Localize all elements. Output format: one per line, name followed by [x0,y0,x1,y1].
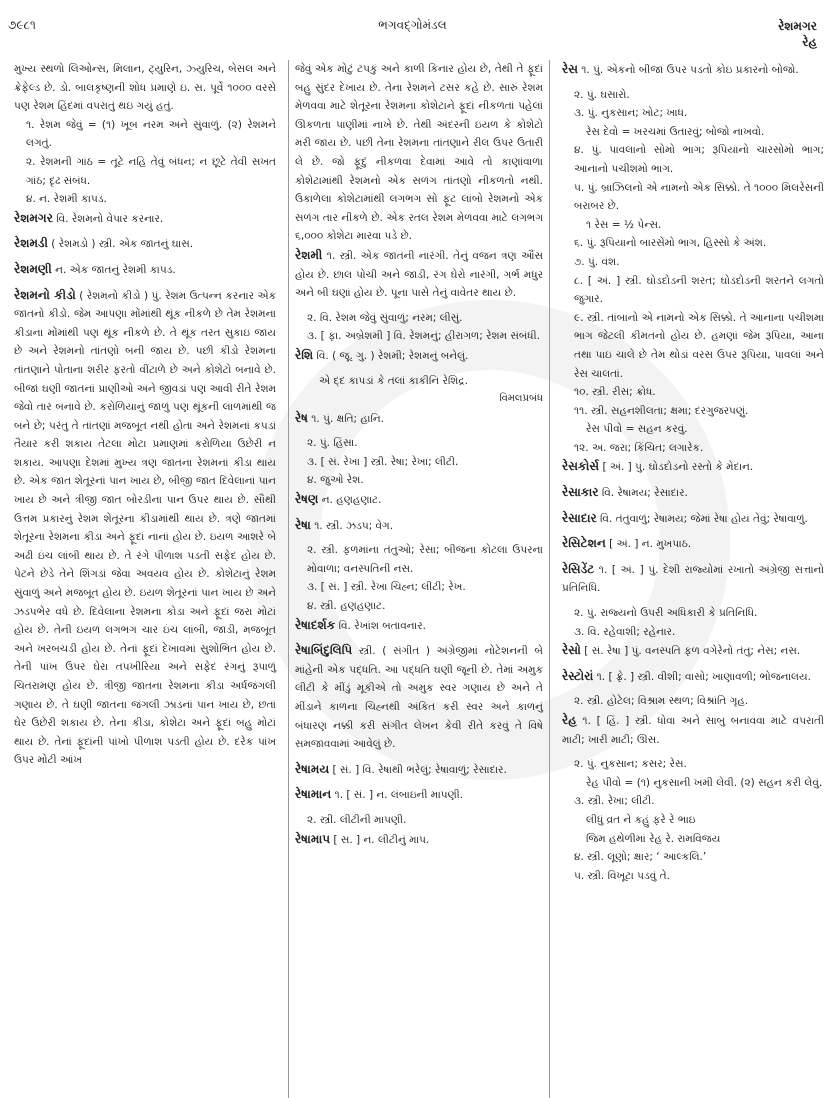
sense-definition: ૩. વિ. રહેવાશી; રહેનાર. [574,625,676,638]
definition-text: ૧. [ અં. ] પું. દેશી રાજ્યોમાં રખાતો અંગ્રેજી સત્તાનો પ્રતિનિધિ. [562,563,824,595]
dictionary-entry [295,246,543,303]
sense-definition: ૧૧. સ્ત્રી. સહનશીલતા; ક્ષમા; દરગુજરપણું. [574,404,749,417]
usage-note: રેસ પીવો = સહન કરવું. [586,423,688,436]
dictionary-entry [295,641,543,754]
definition-text: ૧. પું. ક્ષતિ; હાનિ. [307,412,384,425]
definition-text: વિ. ( જૂ. ગુ. ) રેશમી; રેશમનું બનેલું. [313,349,469,362]
citation-source: વિમલપ્રબંધ [499,393,543,405]
definition-text: સ્ત્રી. ( સંગીત ) અંગ્રેજીમાં નોટેશનની બે માંહેની એક પદ્ધતિ. આ પદ્ધતિ ઘણી જૂની છે. તેમાં અમુક લીટી કે મીંડું મૂકીએ તો અમુક સ્વર ગણાય છે અને તે મીંડાને કાળના ચિહ્નથી અંકિત કરી સ્વર અને કાળનું બંધારણ નક્કી કરી સંગીત લેખન કેવી રીતે કરવું તે વિષે સમજાવવામાં આવેલું છે. [295,645,543,751]
headword: રેષણ [295,492,319,507]
headword: રેસ્ટોરાં [562,668,594,683]
page-title: ભગવદ્ગોમંડલ [378,18,447,32]
usage-note: એ દ્દ કાપડાં કે તલાં કાકીનિ રેશિદ્ર. [319,374,468,387]
usage-note: ૧ રેસ = ½ પેન્સ. [586,218,662,231]
dictionary-entry [295,830,543,850]
dictionary-entry [295,346,543,366]
definition-text: ( રેશમનો કીડો ) પું. રેશમ ઉત્પન્ન કરનાર એક જાતનો કીડો. જેમ આપણા મોંમાંથી થૂંક નીકળે છે તેમ રેશમના કીડાના મોંમાંથી પણ થૂંક નીકળે છે. તે થૂંક તરત સુકાઇ જાય છે અને રેશમનો તાંતણો બની જાય છે. પછી કીડો રેશમના તાંતણાને પોતાના શરીર ફરતો વીંટાળે છે અને કોશેટો બનાવે છે. બીજાં ઘણી જાતનાં પ્રાણીઓ અને જીવડાં પણ આવી રીતે રેશમ જેવો તાર બનાવે છે. કરોળિયાનું જાળું પણ થૂંકની લાળમાંથી જ બને છે; પરંતુ તે તાંતણાં મજબૂત નથી હોતા અને રેશમનાં કપડાં તૈયાર કરી શકાય તેટલા મોટા પ્રમાણમાં કરોળિયા ઉછેરી ન શકાય. આપણા દેશમાં મુખ્ય ત્રણ જાતના રેશમનાં કીડા થાય છે. એક જાત શેતૂરનાં પાન ખાય છે, બીજી જાત દિવેલાનાં પાન ખાય છે અને ત્રીજી જાત બોરડીના પાન ઉપર થાય છે. સૌથી ઉત્તમ પ્રકારનું રેશમ શેતૂરના કીડામાંથી થાય છે. ત્રણે જાતમાં શેતૂરના રેશમના કીડા અને ફૂદાં નાનાં હોય છે. ઇયળ આશરે બે અઢી ઇંચ લાંબી થાય છે. તે રંગે પીળાશ પડતી સફેદ હોય છે. પેટને છેડે તેને શિંગડાં જેવા અવયવ હોય છે. કોશેટાનું રેશમ સુંવાળું અને મજબૂત હોય છે. ઇયળ શેતૂરનાં પાન ખાય છે અને ઝડપભેર વધે છે. દિવેલાના રેશમના કોડા અને ફૂદાં જરા મોટાં હોય છે. તેની ઇયળ લગભગ ચાર ઇંચ લાંબી, જાડી, મજબૂત અને ખરબચડી હોય છે. તેનાં ફૂદાં દેખાવમાં સુશોભિત હોય છે. તેની પાંખ ઉપર ઘેરા તપખીરિયા અને સફેદ રંગનું રૂપાળું ચિતરામણ હોય છે. ત્રીજી જાતના રેશમના કીડા અર્ધજંગલી ગણાય છે. તે ઘણી જાતના જંગલી ઝાડનાં પાન ખાય છે, છતાં ઘેર ઉછેરી શકાય છે. તેના કીડા, કોશેટા અને ફૂદાં બહુ મોટાં થાય છે. તેનાં ફૂદાંની પાંખો પીળાશ પડતી હોય છે. દરેક પાંખ ઉપર મોટી આંખ [14,289,276,767]
headword: રેશમગર [14,210,53,225]
sense-definition: ૪. જુઓ રેશ. [307,474,364,487]
dictionary-entry [562,667,824,687]
sense-definition: ૧૦. સ્ત્રી. રીસ; ક્રોધ. [574,386,656,399]
definition-text: [ અં. ] પું. ઘોડદોડનો રસ્તો કે મેદાન. [599,461,754,474]
page-number: ૭૯૮૧ [8,18,36,32]
sense-definition: ૫. સ્ત્રી. વિખૂટા પડવું તે. [574,869,670,882]
dictionary-entry [295,490,543,510]
column-left [14,60,276,1098]
dictionary-entry [562,641,824,661]
headword: રેશમી [295,247,323,262]
definition-text: ૧. [ ફ્રે. ] સ્ત્રી. વીશી; વાસો; ખાણાવળી; ભોજનાલય. [593,670,811,683]
definition-text: [ સ. ] ન. લીટીનું માપ. [330,833,430,846]
dictionary-entry [295,409,543,429]
sense-definition: ૨. પું. હિંસા. [307,437,358,450]
definition-text: ૧. [ હિં. ] સ્ત્રી. ધોવા અને સાબુ બનાવવા માટે વપરાતી માટી; ખારી માટી; ઊસ. [562,715,824,746]
definition-text: વિ. તંતુવાળું; રેષામય; જેમાં રેષા હોય તેવું; રેષાવાળું. [596,512,808,525]
sense-definition: ૨. રેશમની ગાંઠ = તૂટે નહિ તેવું બંધન; ન છૂટે તેવી સખત ગાંઠ; દૃઢ સંબંધ. [26,155,276,187]
definition-text: [ સં. રેષા ] પું. વનસ્પતિ ફળ વગેરેનો તંતુ; નેસ; નસ. [580,645,801,658]
headword: રેસકોર્સ [562,459,600,474]
headword: રેહ [562,713,577,727]
sense-definition: ૩. સ્ત્રી. રેખા; લીટી. [574,795,655,808]
sense-definition: ૨. પું. રાજ્યનો ઉપરી અધિકારી કે પ્રતિનિધિ. [574,607,758,620]
sense-definition: ૨. સ્ત્રી. લીટીની માપણી. [307,813,407,826]
definition-text: ન. એક જાતનું રેશમી કાપડ. [51,263,176,276]
sense-definition: ૯. સ્ત્રી. તાંબાનો એ નામનો એક સિક્કો. તે આનાના પચીશમા ભાગ જેટલી કીમતનો હોય છે. હમણાં જેમ રૂપિયા, આના તથા પાઇ ચાલે છે તેમ થોડાં વરસ ઉપર રૂપિયા, પાવલાં અને રેસ ચાલતાં. [574,311,824,380]
sense-definition: ૩. [ સં. રેખા ] સ્ત્રી. રેષા; રેખા; લીટી. [307,455,459,468]
sense-definition: ૩. [ ફા. અબ્રેશમી ] વિ. રેશમનું; હીરાગળ; રેશમ સંબંધી. [307,330,540,343]
sense-definition: ૨. વિ. રેશમ જેવું સુંવાળું; નરમ; લીસું. [307,311,463,324]
dictionary-entry [562,534,824,554]
dictionary-entry [295,516,543,536]
dictionary-entry [562,60,824,80]
definition-text: વિ. રેશમનો વેપાર કરનાર. [52,212,164,225]
headword: રેષાદર્શક [295,617,336,632]
sense-definition: ૩. પું. નુકસાન; ખોટ; ખાધ. [574,107,688,120]
definition-text: ન. હણહણાટ. [318,494,382,507]
dictionary-entry [562,483,824,503]
sense-definition: ૪. સ્ત્રી. લૂણો; ક્ષાર; ‘ આલ્કલિ.’ [574,851,707,864]
dictionary-entry [562,457,824,477]
sense-definition: ૭. પું. વંશ. [574,255,620,268]
headword: રેષામાન [295,787,332,802]
headword: રેષામય [295,761,330,776]
headword: રેષાબિંદુલિપિ [295,643,353,658]
sense-definition: ૮. [ અં. ] સ્ત્રી. ઘોડદોડની શરત; ઘોડદોડની શરતને લગતો જુગાર. [574,274,824,306]
sense-definition: ૫. પું. બ્રાઝિલનો એ નામનો એક સિક્કો. તે ૧૦૦૦ મિલરેસની બરાબર છે. [574,181,824,213]
headword: રેસાકાર [562,485,599,500]
dictionary-entry [14,286,276,770]
headword: રેસો [562,643,581,658]
sense-definition: ૬. પું. રૂપિયાનો બારસેંમો ભાગ, હિસ્સો કે અંશ. [574,237,767,250]
headword: રેસાદાર [562,510,597,525]
headword: રેસિટેશન [562,536,606,551]
column-right [562,60,824,1098]
headword: રેસ [562,62,578,76]
headword: રેષામાપ [295,831,331,846]
headword: રેશમડી [14,236,48,251]
guide-words [778,18,817,50]
usage-note: રેસ દેવો = ખરચમાં ઉતારવું; બોજો નાખવો. [586,125,765,138]
page-header [8,18,817,58]
usage-note: લીધું વ્રત ને કહું ફરે રે ભાઇ [586,813,696,826]
headword: રેશિ [295,347,314,362]
headword: રેષ [295,410,308,425]
sense-definition: ૨. સ્ત્રી. હોટેલ; વિશ્રામ સ્થળ; વિશ્રાંતિ ગૃહ. [574,695,749,708]
usage-note: રેહ પીવો = (૧) નુકસાની ખમી લેવી. (૨) સહન કરી લેવું. [586,776,823,789]
column-middle [288,60,550,1098]
continuation-paragraph: જેવું એક મોટું ટપકું અને કાળી કિનાર હોય છે, તેથી તે ફૂદાં બહુ સુંદર દેખાય છે. તેના રેશમને ટસર કહે છે. સારું રેશમ મેળવવા માટે શેતૂરના રેશમના કોશેટાને ફૂદાં નીકળતાં પહેલાં ઊકળતા પાણીમાં નાખે છે. તેથી અંદરની ઇયળ કે કોશેટો મરી જાય છે. પછી તેના રેશમના તાંતણાને રીલ ઉપર ઉતારી લે છે. જો ફૂદું નીકળવા દેવામાં આવે તો કાણાંવાળા કોશેટામાંથી રેશમનો એક સળંગ તાંતણો નીકળતો નથી. ઉકાળેલા કોશેટામાંથી લગભગ સો ફૂટ લાંબો રેશમનો એક સળંગ તાર નીકળે છે. એક રતલ રેશમ મેળવવા માટે લગભગ ૬,૦૦૦ કોશેટા મારવા પડે છે. [295,63,543,243]
sense-definition: ૧. રેશમ જેવું = (૧) ખૂબ નરમ અને સુંવાળું. (૨) રેશમને લગતું. [26,118,276,150]
sense-definition: ૪. પું. પાવલાનો સોમો ભાગ; રૂપિયાનો ચારસોમો ભાગ; આનાનો પચીશમો ભાગ. [574,144,824,175]
dictionary-entry [295,785,543,805]
sense-definition: ૩. [ સં. ] સ્ત્રી. રેખા ચિહ્ન; લીટી; રેખ. [307,581,466,594]
dictionary-entry [14,209,276,229]
sense-definition: ૨. સ્ત્રી. ફળમાંના તંતુઓ; રેસા; બીજના કોટલા ઉપરના મોવાળા; વનસ્પતિની નસ. [307,544,543,575]
dictionary-entry [562,711,824,749]
guide-word-bottom: રેહ [802,35,817,49]
definition-text: [ સં. ] વિ. રેષાથી ભરેલું; રેષાવાળું; રેસાદાર. [329,763,507,776]
dictionary-entry [14,234,276,254]
definition-text: ૧. પું. એકનો બીજા ઉપર પડતો કોઇ પ્રકારનો બોજો. [577,64,799,76]
definition-text: ૧. સ્ત્રી. એક જાતની નારંગી. તેનું વજન ત્રણ ઔંસ હોય છે. છાલ પોચી અને જાડી, રંગ ઘેરો નારંગી, ગર્ભ મધુર અને બી ઘણાં હોય છે. પૂના પાસે તેનું વાવેતર થાય છે. [295,249,543,300]
dictionary-entry [562,509,824,529]
usage-note: જિમ હથેળીમાં રેહ રે. રામવિજય [586,832,721,845]
definition-text: વિ. રેખાંશ બતાવનાર. [335,619,426,632]
continuation-paragraph: મુખ્ય સ્થળો લિઓન્સ, મિલાન, ટ્યુરિન, ઝ્યુરિચ, બેસલ અને ક્રેફેલ્ડ છે. ડો. બાલકૃષ્ણની શોધ પ્રમાણે ઇ. સ. પૂર્વે ૧૦૦૦ વરસે પણ રેશમ હિંદમાં વપરાતું થઇ ગયું હતું. [14,63,276,113]
definition-text: ૧. [ સં. ] ન. લંબાઇની માપણી. [331,789,464,802]
headword: રેશમણી [14,261,52,276]
dictionary-entry [562,560,824,598]
definition-text: ૧. સ્ત્રી. ઝડપ; વેગ. [310,519,394,532]
headword: રેશમનો કીડો [14,287,76,302]
sense-definition: ૨. પું. ઘસારો. [574,88,630,101]
sense-definition: ૪. ન. રેશમી કાપડ. [26,193,107,206]
definition-text: વિ. રેષામય; રેસાદાર. [598,487,688,500]
guide-word-top: રેશમગર [778,19,817,33]
sense-definition: ૪. સ્ત્રી. હણહણાટ. [307,600,386,613]
headword: રેષા [295,517,311,532]
dictionary-entry [14,260,276,280]
dictionary-entry [295,760,543,780]
sense-definition: ૧૨. અ. જરા; કિંચિત; લગારેક. [574,441,704,454]
definition-text: ( રેશમડો ) સ્ત્રી. એક જાતનું ઘાસ. [47,238,194,251]
dictionary-columns [14,60,824,1098]
definition-text: [ અં. ] ન. મુખપાઠ. [605,538,692,551]
sense-definition: ૨. પું. નુકસાન; કસર; રેસ. [574,758,687,771]
headword: રેસિડેંટ [562,561,595,576]
dictionary-entry [295,616,543,636]
